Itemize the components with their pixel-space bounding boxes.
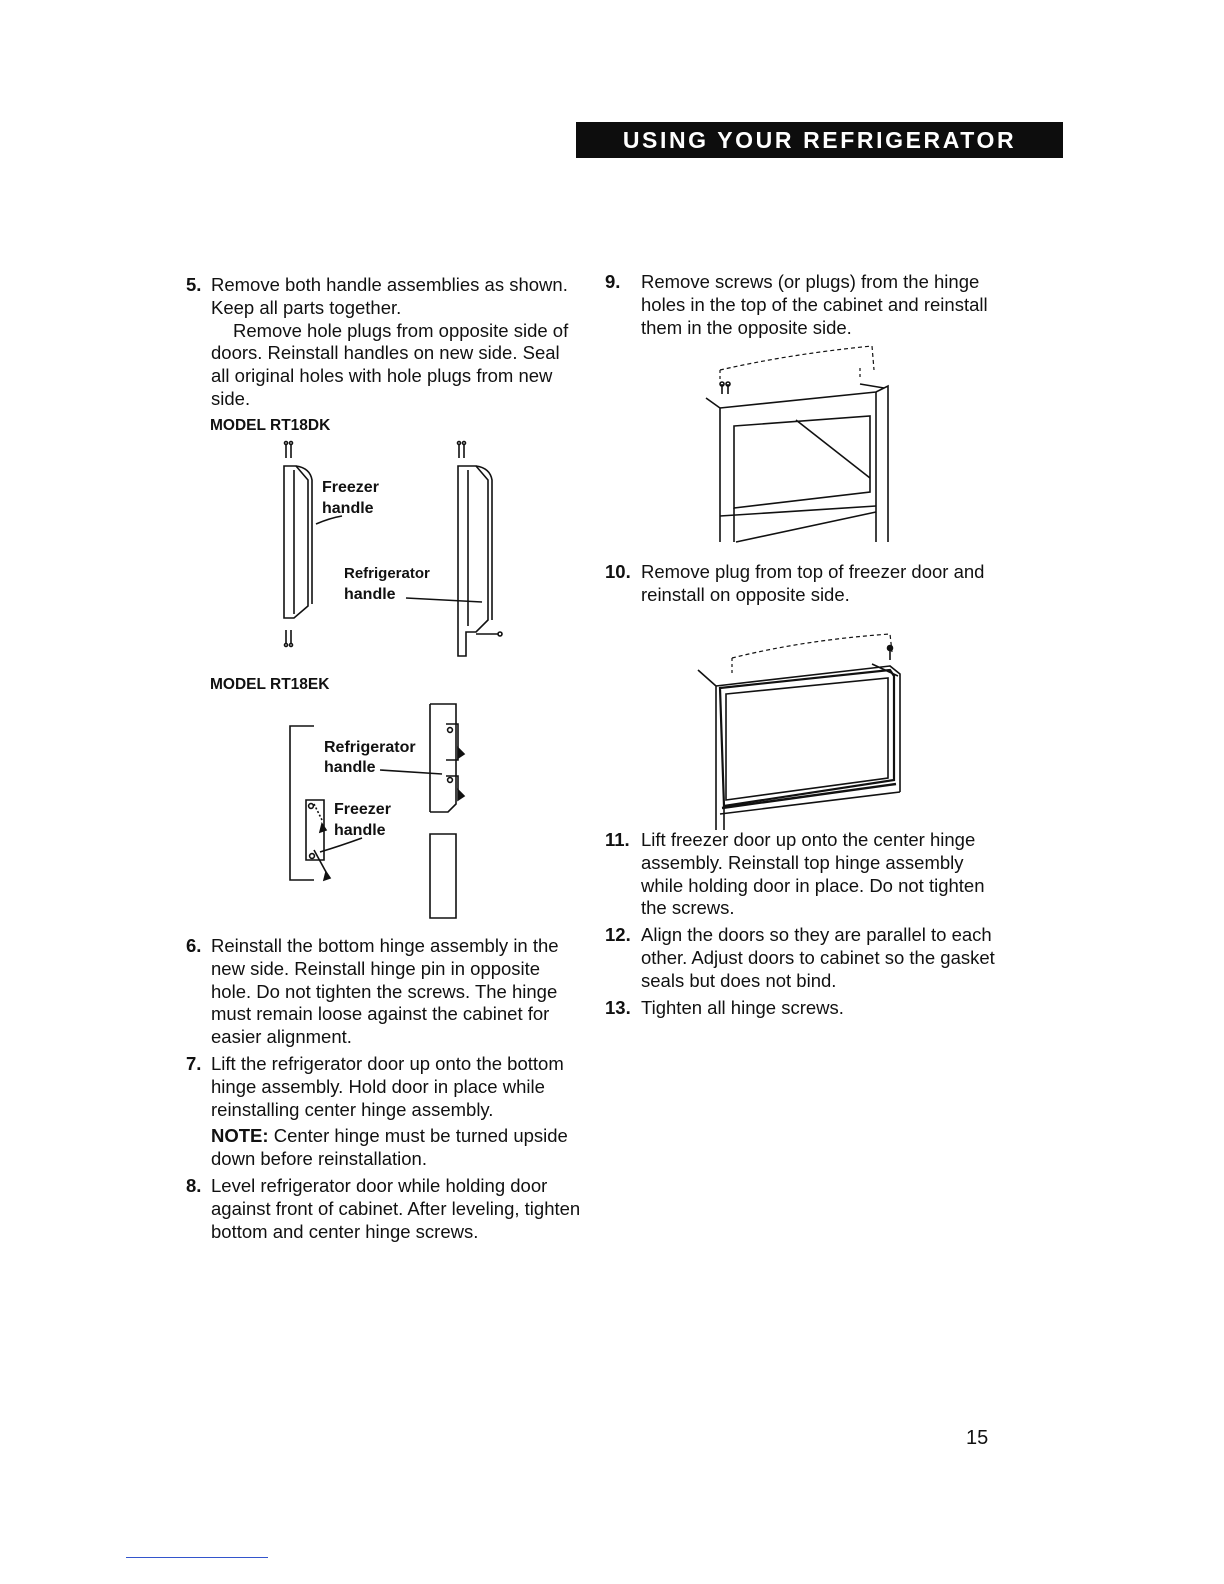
right-column-bottom xyxy=(605,829,1000,1019)
cabinet-top-diagram xyxy=(700,340,900,545)
step-text: Tighten all hinge screws. xyxy=(641,996,844,1018)
step-number: 9. xyxy=(605,271,621,292)
step-7 xyxy=(186,1053,581,1171)
step-6 xyxy=(186,935,581,1049)
step-7-note xyxy=(211,1125,581,1171)
refrigerator-label-1: Refrigerator xyxy=(324,739,416,756)
step-9 xyxy=(605,271,1000,339)
freezer-label-1: Freezer xyxy=(334,801,391,818)
model-rt18ek-diagram xyxy=(282,700,482,922)
step-13 xyxy=(605,997,1000,1020)
refrigerator-handle-shape xyxy=(458,466,488,656)
step-text: Remove plug from top of freezer door and reinstall on opposite side. xyxy=(641,561,985,605)
freezer-door-diagram xyxy=(694,620,914,835)
freezer-label-2: handle xyxy=(334,822,386,839)
step-text: Lift the refrigerator door up onto the bottom hinge assembly. Hold door in place while reinstalling center hinge assembly. xyxy=(211,1052,564,1120)
refrigerator-label-2: handle xyxy=(344,586,396,603)
refrigerator-label-1: Refrigerator xyxy=(344,565,430,582)
model-rt18ek-label: MODEL RT18EK xyxy=(210,676,330,693)
model-rt18dk-diagram xyxy=(270,436,510,658)
page-number: 15 xyxy=(966,1427,989,1449)
section-header: USING YOUR REFRIGERATOR xyxy=(576,122,1063,158)
step-text: Level refrigerator door while holding door against front of cabinet. After leveling, tighten bottom and center hinge screws. xyxy=(211,1174,581,1242)
step-number: 11. xyxy=(605,829,630,850)
step-number: 6. xyxy=(186,935,202,956)
step-text: Remove screws (or plugs) from the hinge holes in the top of the cabinet and reinstall them in the opposite side. xyxy=(641,271,988,338)
freezer-handle-shape xyxy=(284,466,308,618)
step-5 xyxy=(186,274,581,411)
step-12 xyxy=(605,924,1000,992)
step-10 xyxy=(605,561,1000,607)
model-rt18dk-label: MODEL RT18DK xyxy=(210,417,331,434)
step-text: Remove both handle assemblies as shown. Keep all parts together. xyxy=(211,274,568,318)
left-column-top xyxy=(186,274,581,411)
freezer-label-1: Freezer xyxy=(322,479,379,496)
step-number: 8. xyxy=(186,1174,202,1196)
step-number: 13. xyxy=(605,996,631,1018)
step-number: 12. xyxy=(605,924,631,946)
step-number: 5. xyxy=(186,274,202,295)
step-text: Lift freezer door up onto the center hinge assembly. Reinstall top hinge assembly while holding door in place. Do not tighten the screws. xyxy=(641,829,985,919)
freezer-label-2: handle xyxy=(322,500,374,517)
right-column-mid xyxy=(605,561,1000,607)
note-text: Center hinge must be turned upside down before reinstallation. xyxy=(211,1125,568,1170)
step-text: Align the doors so they are parallel to each other. Adjust doors to cabinet so the gasket seals but does not bind. xyxy=(641,924,995,991)
footer-rule xyxy=(126,1557,268,1558)
step-11 xyxy=(605,829,1000,920)
refrigerator-label-2: handle xyxy=(324,759,376,776)
step-8 xyxy=(186,1175,581,1243)
step-number: 10. xyxy=(605,561,631,582)
left-column-bottom xyxy=(186,935,581,1243)
right-column-top xyxy=(605,271,1000,339)
note-label: NOTE: xyxy=(211,1125,269,1147)
step-number: 7. xyxy=(186,1052,202,1074)
step-text: Reinstall the bottom hinge assembly in the new side. Reinstall hinge pin in opposite hole. Do not tighten the screws. The hinge must remain loose against the cabinet for easier alignment. xyxy=(211,935,559,1048)
step-text-continued: Remove hole plugs from opposite side of doors. Reinstall handles on new side. Seal all original holes with hole plugs from new side. xyxy=(211,319,569,409)
